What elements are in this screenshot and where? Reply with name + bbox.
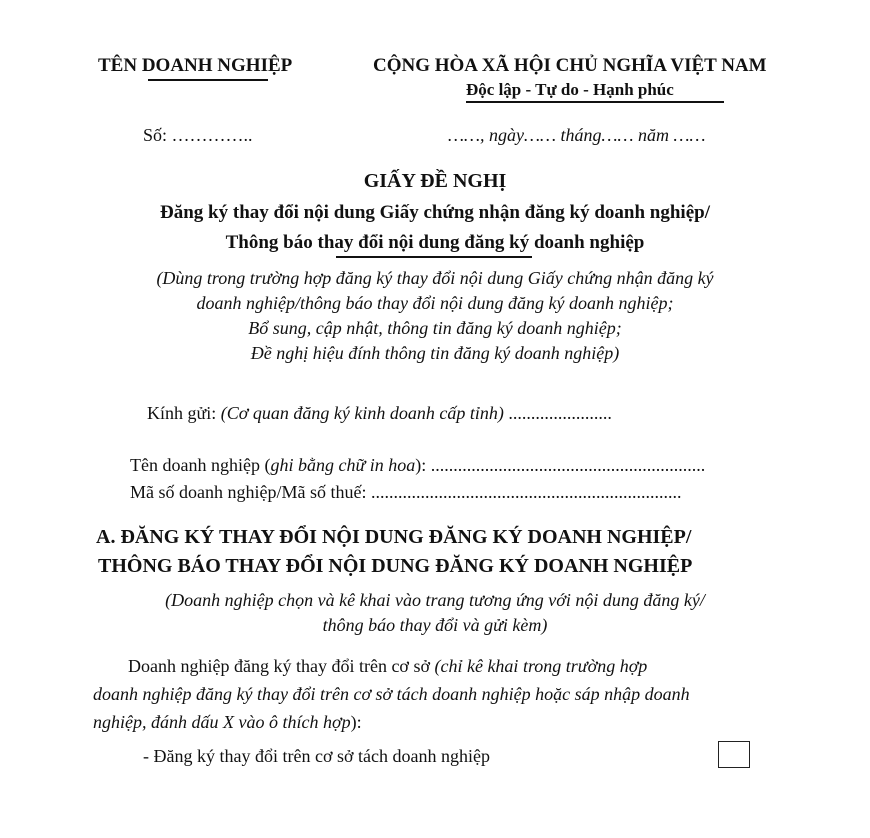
date-line: ……, ngày…… tháng…… năm …… (448, 125, 706, 145)
recipient-line (147, 403, 612, 424)
national-title: CỘNG HÒA XÃ HỘI CHỦ NGHĨA VIỆT NAM (373, 55, 767, 76)
document-title: GIẤY ĐỀ NGHỊ (363, 170, 507, 192)
recipient-hint: (Cơ quan đăng ký kinh doanh cấp tỉnh) (220, 403, 504, 423)
document-subtitle-line-2: Thông báo thay đổi nội dung đăng ký doanh nghiệp (225, 232, 645, 253)
document-number: Số: ………….. (143, 125, 253, 145)
basis-paragraph-line-2: doanh nghiệp đăng ký thay đổi trên cơ sở tách doanh nghiệp hoặc sáp nhập doanh (93, 684, 690, 704)
recipient-label: Kính gửi: (147, 403, 221, 423)
basis-paragraph-line-3 (93, 712, 362, 733)
section-a-heading-line-1: A. ĐĂNG KÝ THAY ĐỔI NỘI DUNG ĐĂNG KÝ DOANH NGHIỆP/ (96, 526, 692, 548)
document-subtitle-line-1: Đăng ký thay đổi nội dung Giấy chứng nhận đăng ký doanh nghiệp/ (160, 202, 710, 223)
option-split-checkbox[interactable] (718, 741, 750, 768)
option-split-label: - Đăng ký thay đổi trên cơ sở tách doanh nghiệp (143, 746, 490, 766)
tax-code-field-row[interactable]: Mã số doanh nghiệp/Mã số thuế: ..................................................................... (130, 482, 682, 502)
basis-hint-3: nghiệp, đánh dấu X vào ô thích hợp (93, 712, 351, 732)
usage-note-line-4: Đề nghị hiệu đính thông tin đăng ký doanh nghiệp) (250, 343, 620, 363)
company-name-header: TÊN DOANH NGHIỆP (98, 55, 293, 76)
basis-intro: Doanh nghiệp đăng ký thay đổi trên cơ sở (128, 656, 435, 676)
national-motto: Độc lập - Tự do - Hạnh phúc (466, 80, 674, 99)
company-name-field-row (130, 455, 705, 476)
subtitle-underline (336, 256, 532, 258)
company-name-field[interactable]: ): ............................................................. (415, 455, 706, 475)
section-a-note-line-1: (Doanh nghiệp chọn và kê khai vào trang tương ứng với nội dung đăng ký/ (165, 590, 705, 610)
usage-note-line-3: Bổ sung, cập nhật, thông tin đăng ký doanh nghiệp; (248, 318, 622, 338)
company-name-underline (148, 79, 268, 81)
section-a-note-line-2: thông báo thay đổi và gửi kèm) (322, 615, 548, 635)
basis-hint-1: (chỉ kê khai trong trường hợp (434, 656, 648, 676)
usage-note-line-1: (Dùng trong trường hợp đăng ký thay đổi nội dung Giấy chứng nhận đăng ký (156, 268, 714, 288)
section-a-heading-line-2: THÔNG BÁO THAY ĐỔI NỘI DUNG ĐĂNG KÝ DOANH NGHIỆP (98, 555, 693, 577)
basis-paragraph-line-1 (128, 656, 647, 677)
basis-hint-end: ): (350, 712, 362, 732)
company-name-label: Tên doanh nghiệp ( (130, 455, 271, 475)
company-name-hint: ghi bằng chữ in hoa (270, 455, 416, 475)
usage-note-line-2: doanh nghiệp/thông báo thay đổi nội dung đăng ký doanh nghiệp; (196, 293, 674, 313)
motto-underline (466, 101, 724, 103)
recipient-field[interactable]: ....................... (503, 403, 612, 423)
